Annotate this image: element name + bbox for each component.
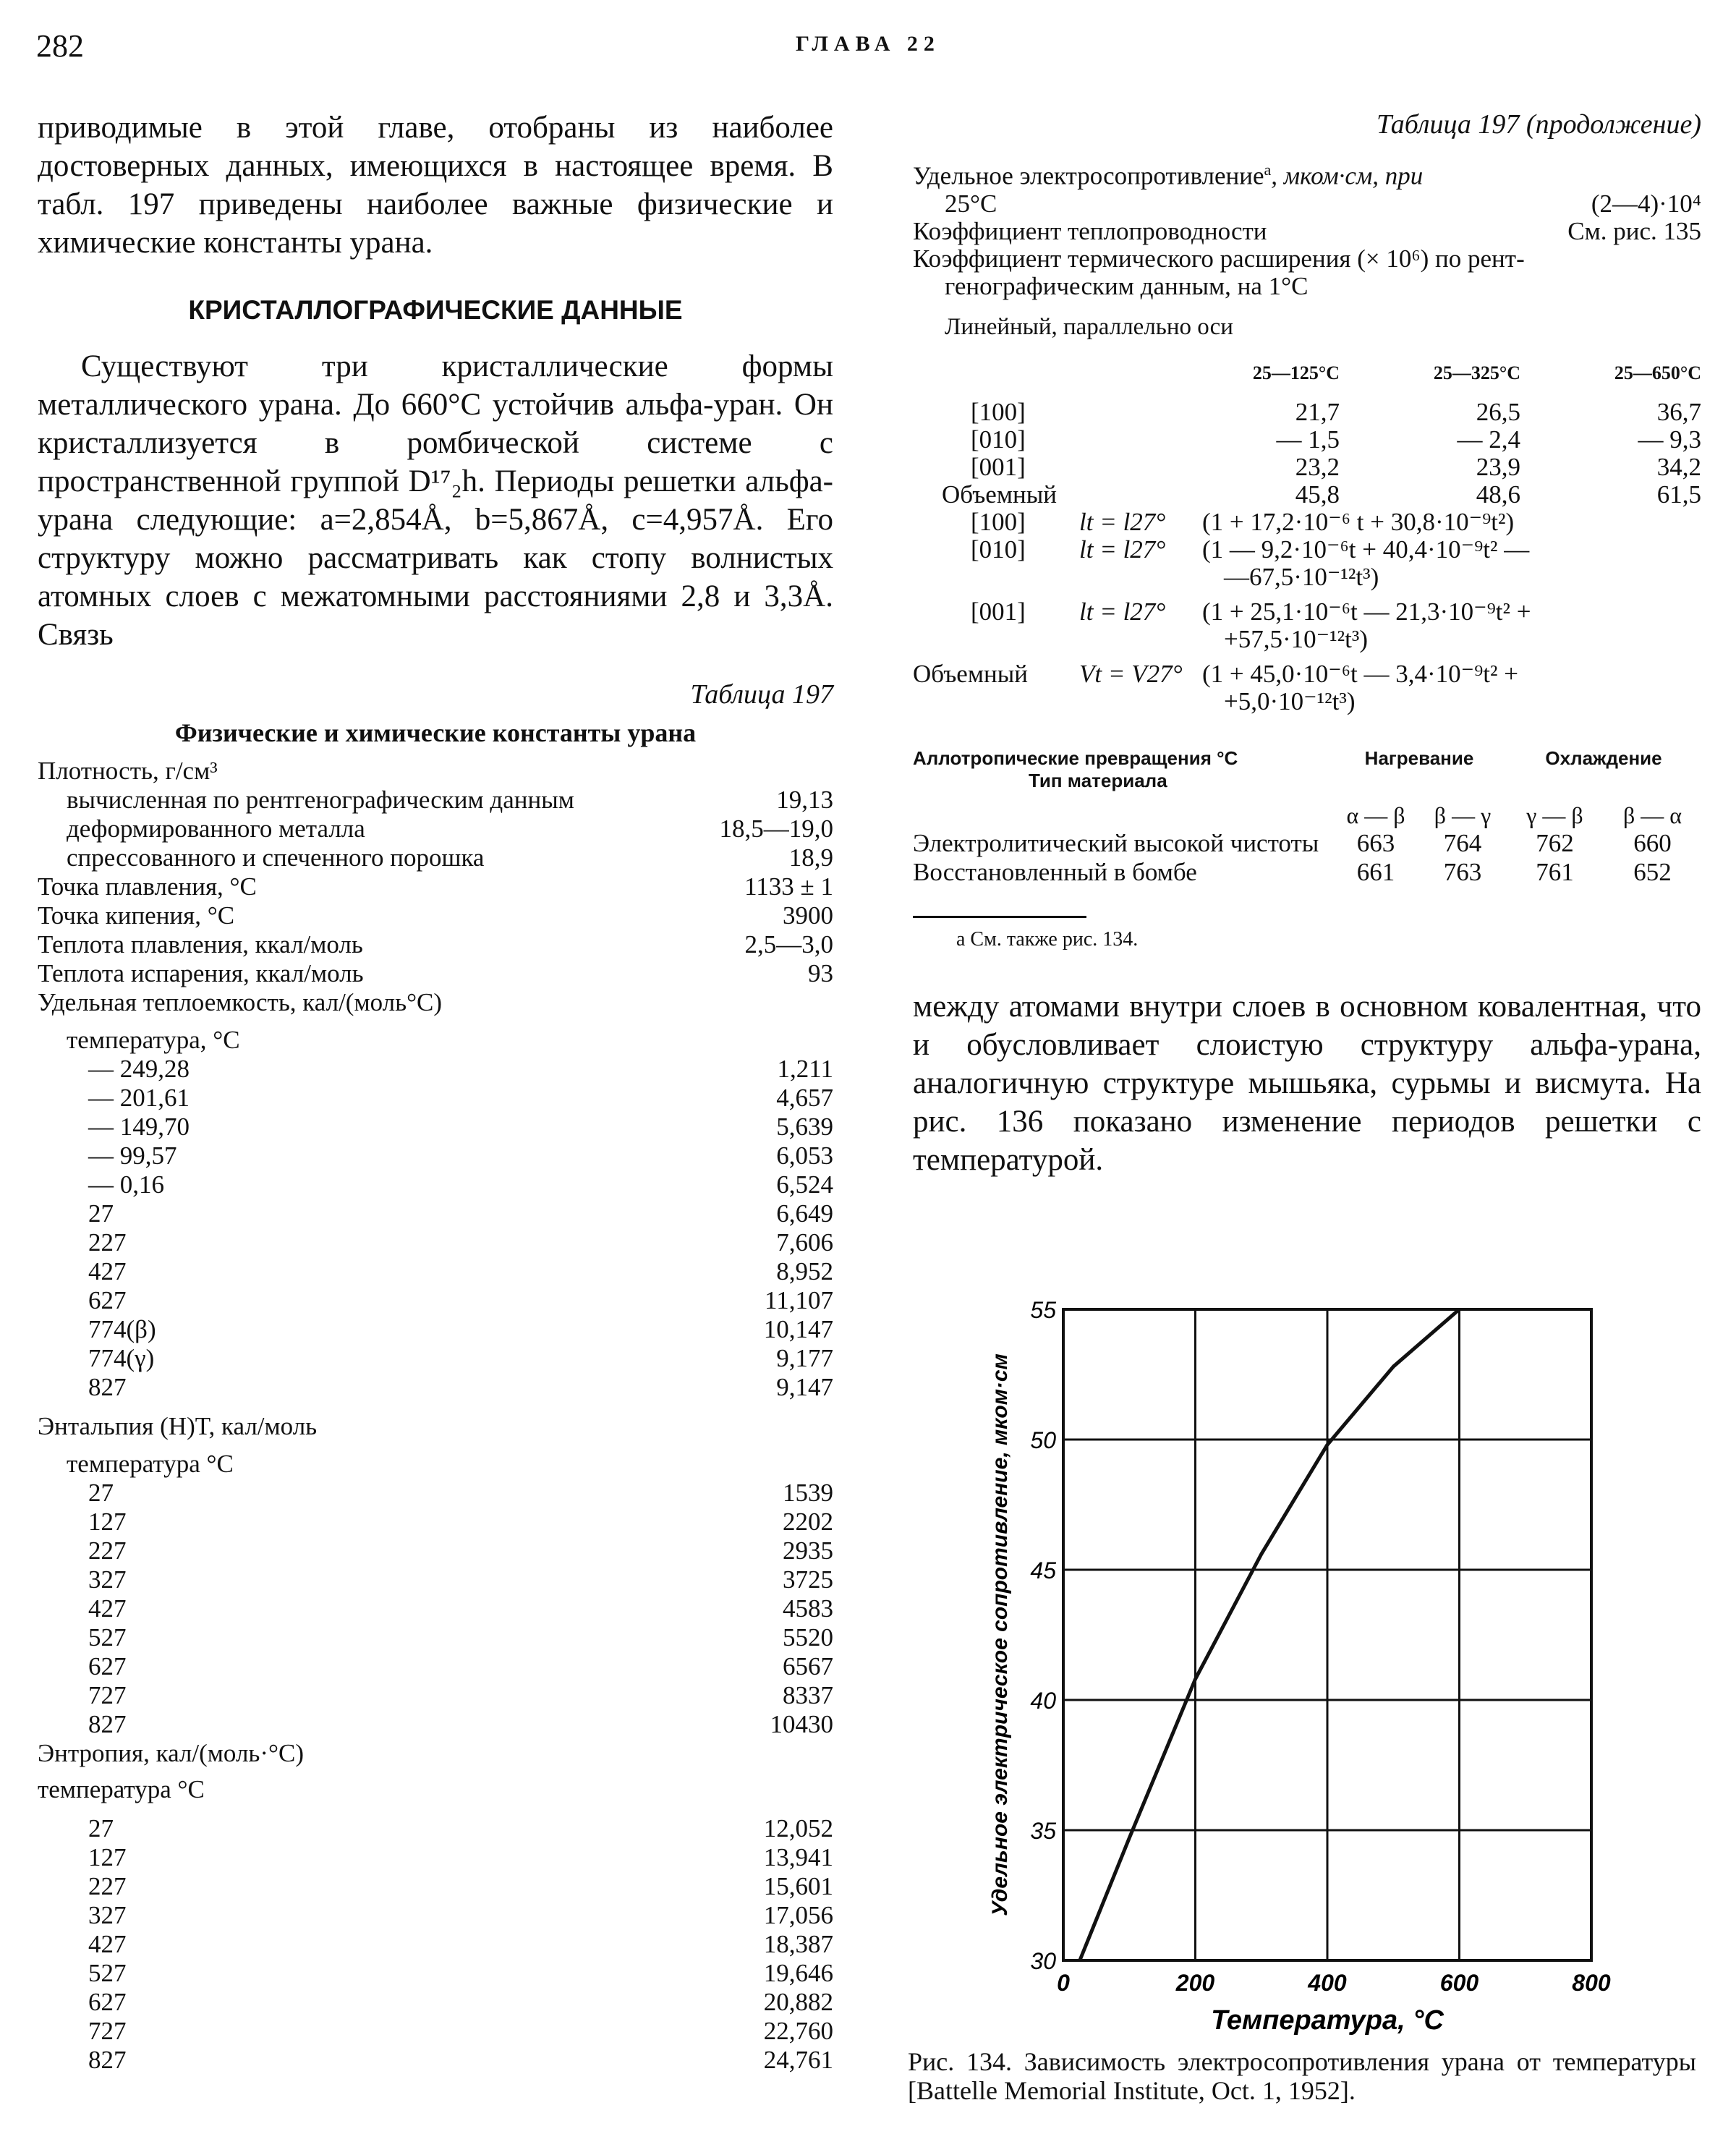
table-row bbox=[38, 2046, 833, 2075]
entropy-sub: температура °C bbox=[38, 1775, 205, 1803]
table-row bbox=[38, 1652, 833, 1681]
value-cell: 1,211 bbox=[777, 1055, 833, 1083]
value-cell: 10430 bbox=[770, 1710, 833, 1738]
formula-line: [100] lt = l27° (1 + 17,2·10⁻⁶ t + 30,8·10⁻⁹t²) bbox=[971, 507, 1515, 536]
temperature-cell: 427 bbox=[88, 1594, 127, 1623]
table-row: деформированного металла 18,5—19,0 bbox=[67, 815, 833, 843]
table-row bbox=[38, 1228, 833, 1257]
table-row bbox=[38, 1536, 833, 1565]
table-row bbox=[38, 1286, 833, 1315]
enthalpy-heading: Энтальпия (H)T, кал/моль bbox=[38, 1412, 318, 1440]
temperature-cell: 627 bbox=[88, 1652, 127, 1680]
props-list bbox=[38, 872, 833, 988]
thermal-conductivity-row: Коэффициент теплопроводности См. рис. 135 bbox=[913, 216, 1701, 245]
y-tick-label: 45 bbox=[1030, 1557, 1056, 1584]
formula-line: Объемный Vt = V27° (1 + 45,0·10⁻⁶t — 3,4·10⁻⁹t² + bbox=[913, 659, 1518, 688]
value-cell: 11,107 bbox=[765, 1286, 833, 1314]
formula-line: +57,5·10⁻¹²t³) bbox=[1224, 624, 1368, 653]
heat-capacity-heading: Удельная теплоемкость, кал/(моль°C) bbox=[38, 988, 443, 1016]
value-cell: 9,177 bbox=[776, 1344, 833, 1372]
table-row: Восстановленный в бомбе 661 763 761 652 bbox=[913, 857, 1672, 886]
temperature-cell: 227 bbox=[88, 1228, 127, 1257]
resistivity-heading: Удельное электросопротивление$^а$, мком·см, при bbox=[913, 161, 1424, 190]
temperature-cell: 627 bbox=[88, 1988, 127, 2016]
value-cell: 8,952 bbox=[776, 1257, 833, 1285]
temperature-cell: — 249,28 bbox=[88, 1055, 190, 1083]
table-row bbox=[38, 1988, 833, 2017]
expansion-table-header: 25—125°C 25—325°C 25—650°C bbox=[1252, 362, 1701, 383]
temperature-cell: 827 bbox=[88, 1373, 127, 1401]
value-cell: 6,649 bbox=[776, 1199, 833, 1228]
table-row bbox=[38, 1479, 833, 1508]
temperature-cell: 427 bbox=[88, 1257, 127, 1285]
table-row: вычисленная по рентгенографическим данным 19,13 bbox=[67, 786, 833, 814]
value-cell: 2202 bbox=[783, 1508, 833, 1536]
temperature-cell: 27 bbox=[88, 1479, 114, 1507]
value-cell: 7,606 bbox=[776, 1228, 833, 1257]
temperature-cell: — 0,16 bbox=[88, 1170, 164, 1199]
value-cell: 6,524 bbox=[776, 1170, 833, 1199]
table-row bbox=[38, 1594, 833, 1623]
temperature-cell: — 149,70 bbox=[88, 1113, 190, 1141]
y-tick-label: 55 bbox=[1030, 1297, 1056, 1323]
temperature-cell: — 201,61 bbox=[88, 1084, 190, 1112]
value-cell: 15,601 bbox=[763, 1872, 833, 1900]
expansion-formulas bbox=[913, 509, 1701, 715]
page-number: 282 bbox=[36, 28, 84, 64]
table-row bbox=[38, 1872, 833, 1901]
table-row bbox=[38, 1113, 833, 1142]
resistivity-chart bbox=[969, 1295, 1620, 2036]
table-row bbox=[38, 1315, 833, 1344]
temperature-cell: 327 bbox=[88, 1565, 127, 1594]
table-row: Объемный 45,8 48,6 61,5 bbox=[942, 480, 1701, 509]
table-row bbox=[38, 1344, 833, 1373]
temperature-cell: 727 bbox=[88, 1681, 127, 1709]
expansion-table bbox=[913, 399, 1701, 509]
value-cell: 4583 bbox=[783, 1594, 833, 1623]
table-row bbox=[38, 1843, 833, 1872]
temperature-cell: 227 bbox=[88, 1872, 127, 1900]
temperature-cell: 527 bbox=[88, 1623, 127, 1651]
x-tick-label: 800 bbox=[1572, 1970, 1611, 1996]
table-row: Точка плавления, °C 1133 ± 1 bbox=[38, 872, 833, 901]
resistivity-curve bbox=[1080, 1309, 1460, 1960]
heat-capacity-list bbox=[38, 1055, 833, 1402]
value-cell: 18,387 bbox=[763, 1930, 833, 1958]
temperature-cell: 127 bbox=[88, 1843, 127, 1871]
value-cell: 5,639 bbox=[776, 1113, 833, 1141]
table-row bbox=[38, 1373, 833, 1402]
temperature-cell: 127 bbox=[88, 1508, 127, 1536]
temperature-cell: 27 bbox=[88, 1199, 114, 1228]
temperature-cell: 627 bbox=[88, 1286, 127, 1314]
table-row bbox=[38, 1170, 833, 1199]
y-tick-label: 30 bbox=[1030, 1948, 1056, 1974]
table-row: [001] 23,2 23,9 34,2 bbox=[971, 452, 1701, 481]
table-row bbox=[38, 1959, 833, 1988]
table-continued-label: Таблица 197 (продолжение) bbox=[1376, 109, 1701, 140]
table-row bbox=[38, 1710, 833, 1739]
temperature-cell: 527 bbox=[88, 1959, 127, 1987]
entropy-heading: Энтропия, кал/(моль·°C) bbox=[38, 1739, 305, 1767]
x-tick-label: 400 bbox=[1308, 1970, 1347, 1996]
x-tick-label: 0 bbox=[1057, 1970, 1070, 1996]
value-cell: 12,052 bbox=[763, 1814, 833, 1842]
table-row bbox=[38, 1681, 833, 1710]
formula-line: [010] lt = l27° (1 — 9,2·10⁻⁶t + 40,4·10⁻⁹t² — bbox=[971, 535, 1530, 564]
chart-svg bbox=[969, 1295, 1620, 2036]
y-tick-label: 50 bbox=[1030, 1427, 1056, 1453]
temperature-cell: — 99,57 bbox=[88, 1142, 177, 1170]
footnote: а См. также рис. 134. bbox=[956, 927, 1139, 951]
formula-line: —67,5·10⁻¹²t³) bbox=[1224, 562, 1379, 591]
value-cell: 6567 bbox=[783, 1652, 833, 1680]
value-cell: 17,056 bbox=[763, 1901, 833, 1929]
temperature-cell: 774(β) bbox=[88, 1315, 156, 1343]
value-cell: 13,941 bbox=[763, 1843, 833, 1871]
table-row: [100] 21,7 26,5 36,7 bbox=[971, 397, 1701, 426]
temperature-cell: 227 bbox=[88, 1536, 127, 1565]
x-tick-label: 600 bbox=[1439, 1970, 1479, 1996]
right-column bbox=[913, 109, 1701, 1179]
y-tick-label: 40 bbox=[1030, 1688, 1056, 1714]
running-head: ГЛАВА 22 bbox=[796, 32, 940, 56]
table-row: [010] — 1,5 — 2,4 — 9,3 bbox=[971, 425, 1701, 454]
table-title: Физические и химические константы урана bbox=[174, 718, 697, 747]
intro-paragraph: приводимые в этой главе, отобраны из наиболее достоверных данных, имеющихся в настоящее время. В табл. 197 приведены наиболее важные физические и химические константы урана. bbox=[38, 111, 833, 260]
table-label: Таблица 197 bbox=[690, 679, 833, 710]
table-row bbox=[38, 1142, 833, 1170]
footnote-rule bbox=[913, 916, 1086, 918]
table-row bbox=[38, 1930, 833, 1959]
expansion-heading: Коэффициент термического расширения (× 10⁶) по рент- bbox=[913, 244, 1525, 273]
temperature-cell: 327 bbox=[88, 1901, 127, 1929]
figure-caption: Рис. 134. Зависимость электросопротивления урана от температуры [Battelle Memorial Institute, Oct. 1, 1952]. bbox=[908, 2047, 1696, 2105]
value-cell: 6,053 bbox=[776, 1142, 833, 1170]
table-row bbox=[38, 2017, 833, 2046]
enthalpy-list bbox=[38, 1479, 833, 1739]
value-cell: 1539 bbox=[783, 1479, 833, 1507]
table-row bbox=[38, 1508, 833, 1536]
temperature-cell: 427 bbox=[88, 1930, 127, 1958]
allotropic-type-heading: Тип материала bbox=[1029, 769, 1167, 791]
x-tick-label: 200 bbox=[1175, 1970, 1215, 1996]
table-row bbox=[38, 1901, 833, 1930]
resistivity-row: 25°C (2—4)·10⁴ bbox=[945, 189, 1701, 218]
y-tick-label: 35 bbox=[1030, 1818, 1056, 1844]
y-axis-label: Удельное электрическое сопротивление, мком·см bbox=[988, 1353, 1012, 1916]
value-cell: 3725 bbox=[783, 1565, 833, 1594]
value-cell: 19,646 bbox=[763, 1959, 833, 1987]
x-axis-label: Температура, °C bbox=[1211, 2005, 1444, 2036]
left-column bbox=[38, 109, 833, 2075]
allotropic-subheader: α — β β — γ γ — β β — α bbox=[1346, 802, 1682, 828]
temperature-cell: 827 bbox=[88, 1710, 127, 1738]
value-cell: 24,761 bbox=[763, 2046, 833, 2074]
table-row bbox=[38, 1565, 833, 1594]
table-row: спрессованного и спеченного порошка 18,9 bbox=[67, 843, 833, 872]
section-title: КРИСТАЛЛОГРАФИЧЕСКИЕ ДАННЫЕ bbox=[188, 295, 683, 325]
density-list bbox=[38, 786, 833, 872]
table-row: Точка кипения, °C 3900 bbox=[38, 901, 833, 930]
value-cell: 8337 bbox=[783, 1681, 833, 1709]
temperature-cell: 774(γ) bbox=[88, 1344, 155, 1372]
table-row bbox=[38, 1623, 833, 1652]
value-cell: 4,657 bbox=[776, 1084, 833, 1112]
temperature-cell: 727 bbox=[88, 2017, 127, 2045]
temperature-cell: 827 bbox=[88, 2046, 127, 2074]
density-heading: Плотность, г/см³ bbox=[38, 757, 218, 785]
table-row: Теплота плавления, ккал/моль 2,5—3,0 bbox=[38, 930, 833, 958]
table-row bbox=[38, 1814, 833, 1843]
table-row: Электролитический высокой чистоты 663 764 762 660 bbox=[913, 828, 1672, 857]
value-cell: 9,147 bbox=[776, 1373, 833, 1401]
value-cell: 20,882 bbox=[763, 1988, 833, 2016]
temperature-cell: 27 bbox=[88, 1814, 114, 1842]
right-paragraph: между атомами внутри слоев в основном ковалентная, что и обусловливает слоистую структуру альфа-урана, аналогичную структуре мышьяка, сурьмы и висмута. На рис. 136 показано изменение периодов решетки с температурой. bbox=[913, 989, 1701, 1177]
crystal-paragraph: Существуют три кристаллические формы металлического урана. До 660°C устойчив альфа-уран. Он кристаллизуется в ромбической системе с пространственной группой D¹⁷₂h. Периоды решетки альфа-урана следующие: a=2,854Å, b=5,867Å, c=4,957Å. Его структуру можно рассматривать как стопу волнистых атомных слоев с межатомными расстояниями 2,8 и 3,3Å. Связь bbox=[38, 349, 833, 652]
heat-capacity-sub: температура, °C bbox=[67, 1026, 240, 1054]
linear-heading: Линейный, параллельно оси bbox=[945, 313, 1233, 340]
table-row bbox=[38, 1084, 833, 1113]
value-cell: 22,760 bbox=[763, 2017, 833, 2045]
value-cell: 10,147 bbox=[763, 1315, 833, 1343]
expansion-heading-2: генографическим данным, на 1°C bbox=[945, 271, 1309, 300]
value-cell: 5520 bbox=[783, 1623, 833, 1651]
table-row: Теплота испарения, ккал/моль 93 bbox=[38, 959, 833, 987]
table-row bbox=[38, 1055, 833, 1084]
entropy-list bbox=[38, 1814, 833, 2075]
formula-line: [001] lt = l27° (1 + 25,1·10⁻⁶t — 21,3·10⁻⁹t² + bbox=[971, 597, 1531, 626]
allotropic-header: Аллотропические превращения °C Нагревание Охлаждение bbox=[913, 747, 1662, 769]
formula-line: +5,0·10⁻¹²t³) bbox=[1224, 686, 1356, 715]
value-cell: 2935 bbox=[783, 1536, 833, 1565]
table-row bbox=[38, 1199, 833, 1228]
enthalpy-sub: температура °C bbox=[67, 1450, 234, 1478]
table-row bbox=[38, 1257, 833, 1286]
